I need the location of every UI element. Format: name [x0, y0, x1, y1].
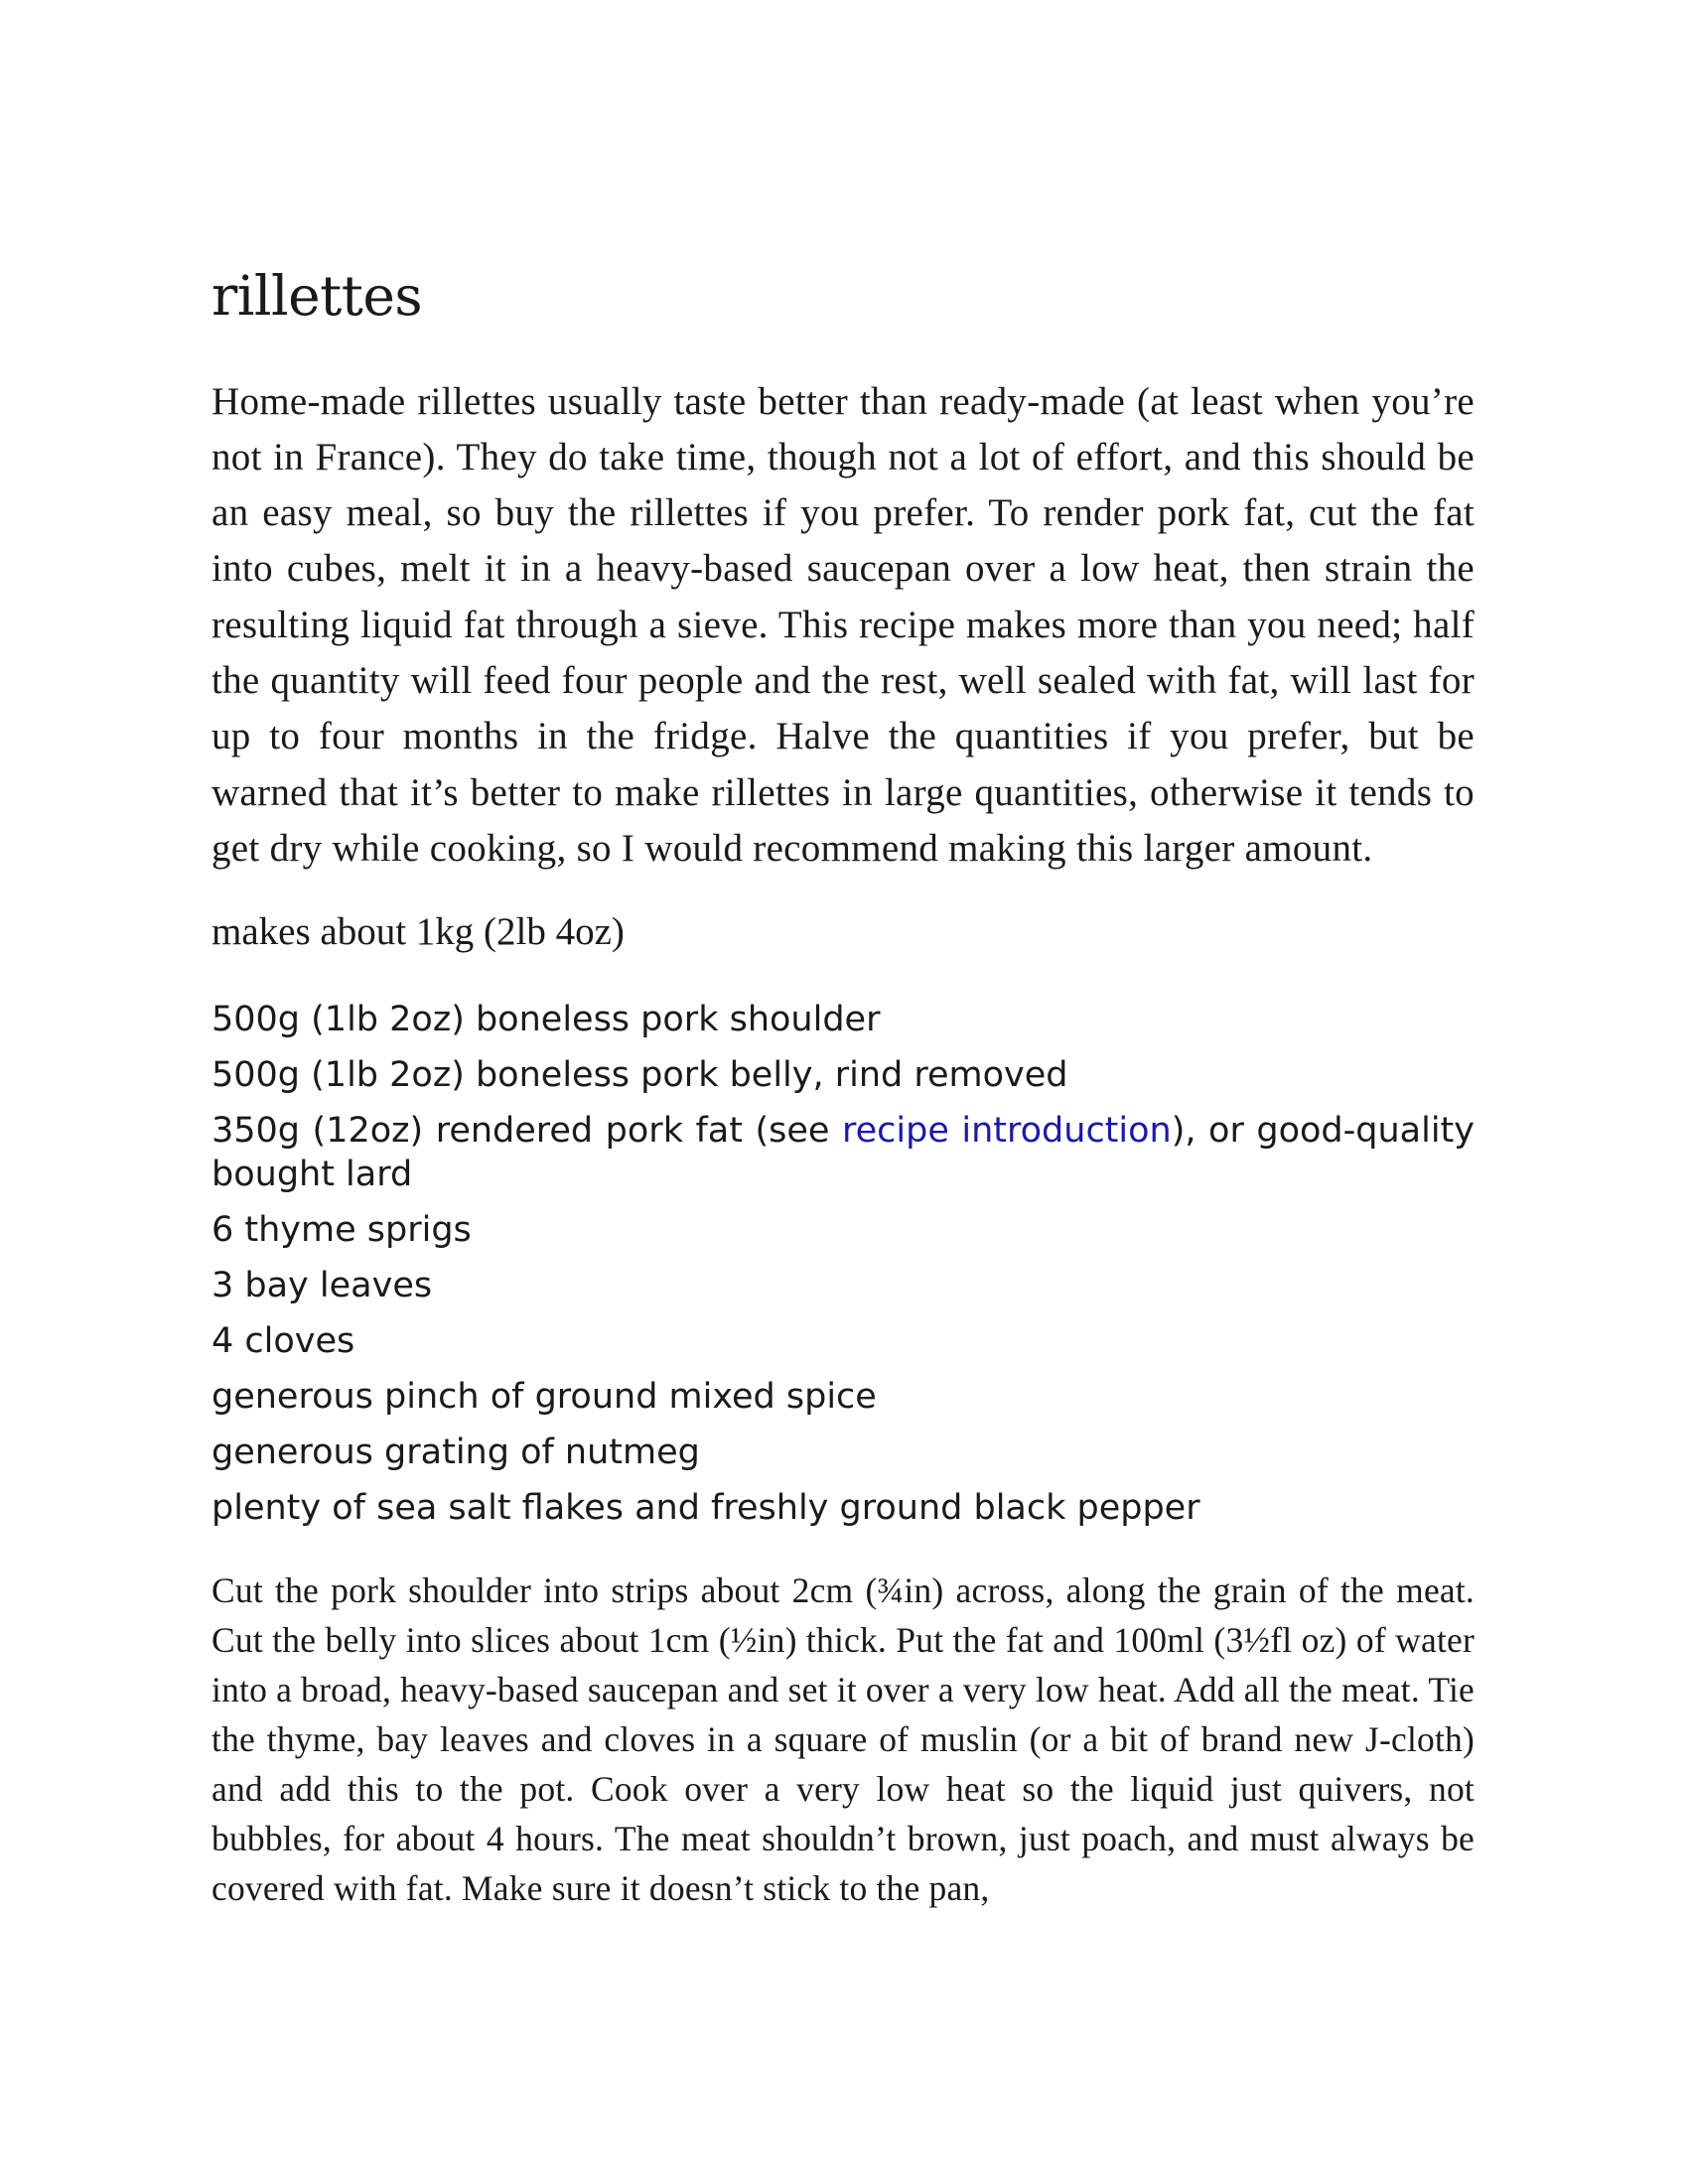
ingredient-item: plenty of sea salt flakes and freshly ground black pepper — [211, 1488, 1200, 1529]
ingredient-item: 500g (1lb 2oz) boneless pork shoulder — [211, 1000, 881, 1040]
ingredient-text: ), or good-quality bought lard — [211, 1111, 1475, 1195]
recipe-introduction: Home-made rillettes usually taste better than ready-made (at least when you’re not in France). They do take time, though not a lot of effort, and this should be an easy meal, so buy the rillettes if you prefer. To render pork fat, cut the fat into cubes, melt it in a heavy-based saucepan over a low heat, then strain the resulting liquid fat through a sieve. This recipe makes more than you need; half the quantity will feed four people and the rest, well sealed with fat, will last for up to four months in the fridge. Halve the quantities if you prefer, but be warned that it’s better to make rillettes in large quantities, otherwise it tends to get dry while cooking, so I would recommend making this larger amount. — [211, 379, 1475, 870]
ingredient-text: 350g (12oz) rendered pork fat (see — [211, 1111, 842, 1152]
ingredient-item: generous grating of nutmeg — [211, 1433, 700, 1473]
ingredient-list — [211, 992, 1475, 1536]
ingredient-item: 4 cloves — [211, 1321, 355, 1362]
recipe-introduction-link[interactable]: recipe introduction — [841, 1111, 1172, 1152]
recipe-page — [211, 266, 1475, 1913]
ingredient-item: 500g (1lb 2oz) boneless pork belly, rind removed — [211, 1055, 1068, 1096]
ingredient-item: generous pinch of ground mixed spice — [211, 1377, 877, 1418]
recipe-yield: makes about 1kg (2lb 4oz) — [211, 910, 625, 954]
recipe-title: rillettes — [211, 264, 423, 328]
ingredient-item: 3 bay leaves — [211, 1266, 433, 1306]
recipe-method: Cut the pork shoulder into strips about 2cm (¾in) across, along the grain of the meat. Cut the belly into slices about 1cm (½in) thick. Put the fat and 100ml (3½fl oz) of water into a broad, heavy-based saucepan and set it over a very low heat. Add all the meat. Tie the thyme, bay leaves and cloves in a square of muslin (or a bit of brand new J-cloth) and add this to the pot. Cook over a very low heat so the liquid just quivers, not bubbles, for about 4 hours. The meat shouldn’t brown, just poach, and must always be covered with fat. Make sure it doesn’t stick to the pan, — [211, 1570, 1475, 1909]
ingredient-item-pork-fat — [211, 1103, 1475, 1202]
ingredient-item: 6 thyme sprigs — [211, 1210, 472, 1251]
